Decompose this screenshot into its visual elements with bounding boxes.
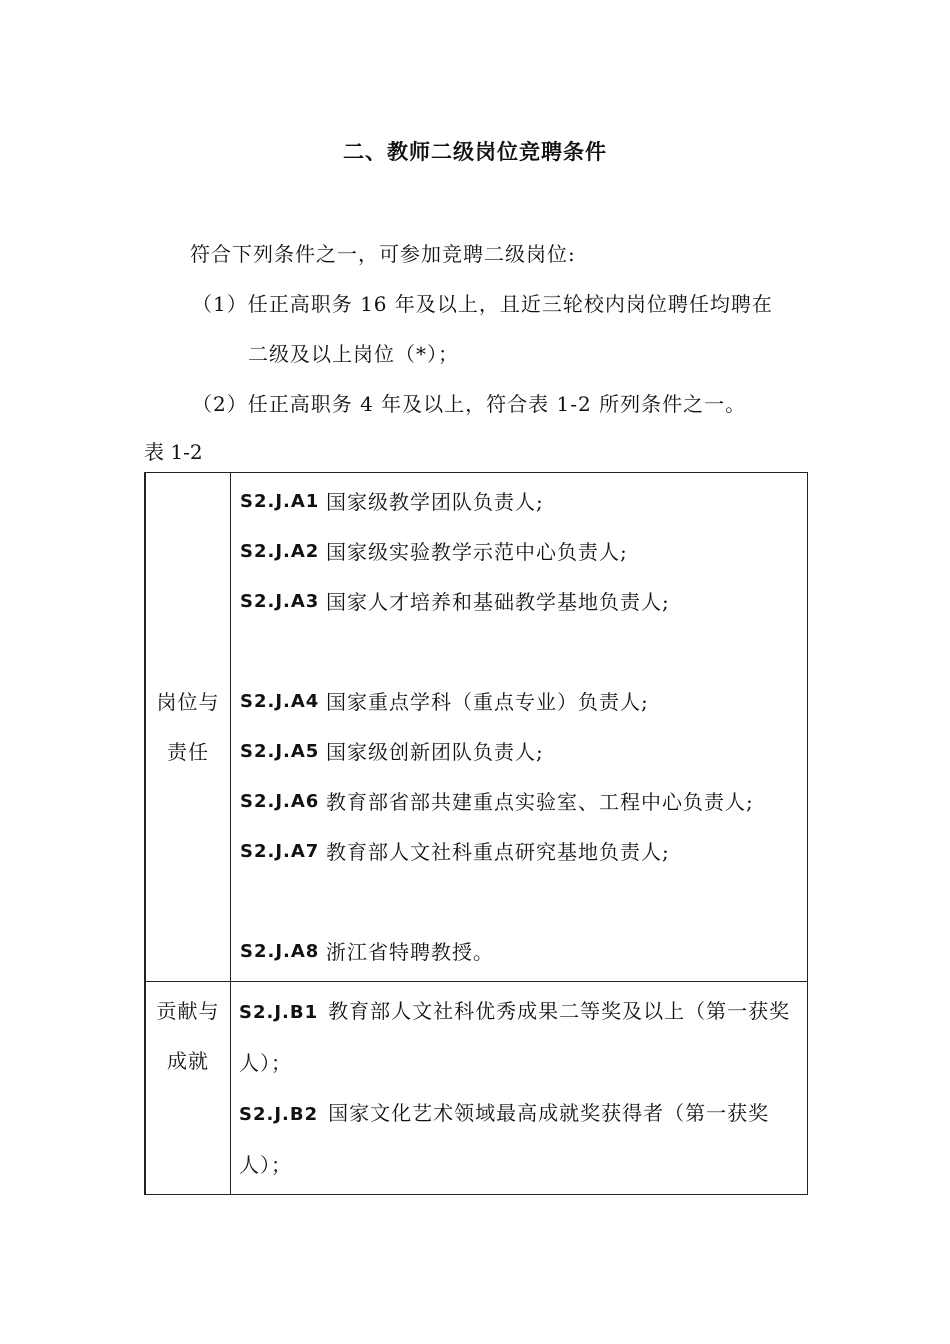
condition-2: （2）任正高职务 4 年及以上，符合表 1-2 所列条件之一。 bbox=[192, 392, 747, 416]
intro-text: 符合下列条件之一，可参加竞聘二级岗位: bbox=[190, 242, 576, 266]
item-text: 国家重点学科（重点专业）负责人; bbox=[326, 690, 649, 714]
item-code: S2.J.A8 bbox=[240, 941, 320, 962]
item-code: S2.J.A7 bbox=[240, 841, 320, 862]
item-text: 国家级教学团队负责人; bbox=[326, 490, 544, 514]
item-text: 国家人才培养和基础教学基地负责人; bbox=[326, 590, 670, 614]
item-text: 教育部人文社科优秀成果二等奖及以上（第一获奖人）； bbox=[239, 999, 791, 1075]
page-title: 二、教师二级岗位竞聘条件 bbox=[343, 139, 607, 164]
list-item bbox=[240, 477, 801, 527]
item-code: S2.J.B1 bbox=[239, 1002, 319, 1023]
list-item bbox=[240, 827, 801, 877]
condition-1-line-2: 二级及以上岗位（*）； bbox=[248, 342, 459, 366]
item-code: S2.J.A1 bbox=[240, 491, 320, 512]
item-text: 教育部人文社科重点研究基地负责人; bbox=[326, 840, 670, 864]
list-item bbox=[240, 527, 801, 577]
spacer bbox=[326, 877, 801, 927]
category-label-line-1: 岗位与 bbox=[156, 690, 220, 714]
table-row-contribution bbox=[145, 982, 808, 1195]
category-cell bbox=[145, 473, 231, 982]
list-item bbox=[239, 986, 801, 1088]
list-item bbox=[239, 1088, 801, 1190]
item-code: S2.J.A2 bbox=[240, 541, 320, 562]
item-text: 国家级实验教学示范中心负责人; bbox=[326, 540, 628, 564]
list-item bbox=[240, 677, 801, 727]
item-code: S2.J.A5 bbox=[240, 741, 320, 762]
category-label-line-1: 贡献与 bbox=[156, 999, 220, 1023]
category-cell bbox=[145, 982, 231, 1195]
items-cell bbox=[231, 473, 808, 982]
items-cell bbox=[231, 982, 808, 1195]
item-code: S2.J.B2 bbox=[239, 1104, 319, 1125]
item-code: S2.J.A3 bbox=[240, 591, 320, 612]
item-text: 国家文化艺术领域最高成就奖获得者（第一获奖人）； bbox=[239, 1101, 770, 1177]
requirements-table bbox=[144, 472, 808, 1195]
item-code: S2.J.A4 bbox=[240, 691, 320, 712]
list-item bbox=[240, 927, 801, 977]
table-row-position bbox=[145, 473, 808, 982]
item-code: S2.J.A6 bbox=[240, 791, 320, 812]
condition-1-line-1: （1）任正高职务 16 年及以上，且近三轮校内岗位聘任均聘在 bbox=[192, 292, 773, 316]
category-label-line-2: 成就 bbox=[167, 1049, 209, 1073]
table-label: 表 1-2 bbox=[144, 440, 203, 464]
item-text: 浙江省特聘教授。 bbox=[326, 940, 494, 964]
item-text: 教育部省部共建重点实验室、工程中心负责人; bbox=[326, 790, 754, 814]
list-item bbox=[240, 727, 801, 777]
spacer bbox=[326, 627, 801, 677]
item-text: 国家级创新团队负责人; bbox=[326, 740, 544, 764]
list-item bbox=[240, 577, 801, 627]
category-label-line-2: 责任 bbox=[167, 740, 209, 764]
list-item bbox=[240, 777, 801, 827]
